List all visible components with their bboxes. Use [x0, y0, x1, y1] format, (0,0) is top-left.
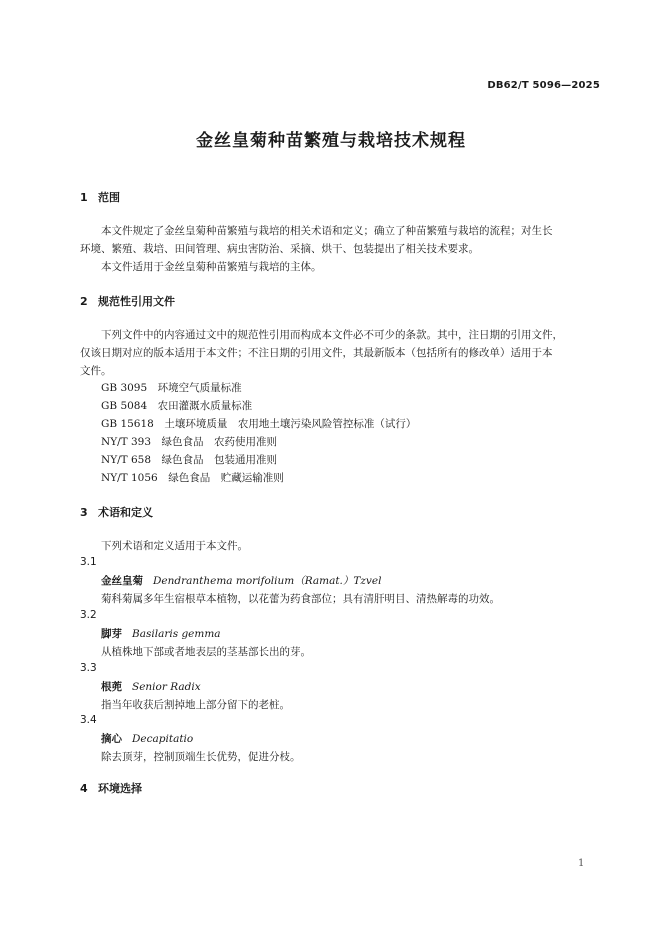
section-title: 规范性引用文件 — [98, 295, 175, 308]
term-latin: Dendranthema morifolium（Ramat.）Tzvel — [153, 575, 382, 587]
term-chinese: 金丝皇菊 — [101, 575, 143, 587]
term-chinese: 根蔸 — [101, 681, 122, 693]
reference-item: GB 3095 环境空气质量标准 — [101, 382, 242, 394]
reference-item: GB 5084 农田灌溉水质量标准 — [101, 400, 253, 412]
reference-item: GB 15618 土壤环境质量 农用地土壤污染风险管控标准（试行） — [101, 418, 417, 430]
section-number: 1 — [80, 191, 88, 204]
term-name — [101, 573, 381, 588]
term-latin: Decapitatio — [132, 733, 194, 745]
section-3-heading — [80, 504, 153, 520]
term-definition: 除去顶芽，控制顶端生长优势，促进分枝。 — [101, 751, 301, 763]
section-title: 术语和定义 — [98, 506, 153, 519]
document-title: 金丝皇菊种苗繁殖与栽培技术规程 — [196, 131, 466, 151]
section-4-heading — [80, 780, 142, 796]
section-2-heading — [80, 293, 175, 309]
scope-paragraph-line-2: 环境、繁殖、栽培、田间管理、病虫害防治、采摘、烘干、包装提出了相关技术要求。 — [80, 243, 479, 255]
reference-item: NY/T 658 绿色食品 包装通用准则 — [101, 454, 278, 466]
term-latin: Basilaris gemma — [132, 628, 221, 640]
term-number: 3.3 — [80, 662, 97, 674]
term-name — [101, 731, 193, 746]
section-title: 环境选择 — [98, 782, 142, 795]
term-number: 3.2 — [80, 609, 97, 621]
page-number: 1 — [578, 858, 585, 869]
section-number: 4 — [80, 782, 88, 795]
section-1-heading — [80, 189, 120, 205]
term-name — [101, 679, 201, 694]
term-number: 3.4 — [80, 714, 97, 726]
term-definition: 指当年收获后割掉地上部分留下的老桩。 — [101, 699, 290, 711]
references-paragraph-line-3: 文件。 — [80, 365, 112, 377]
term-name — [101, 626, 221, 641]
term-definition: 菊科菊属多年生宿根草本植物，以花蕾为药食部位；具有清肝明目、清热解毒的功效。 — [101, 593, 500, 605]
reference-item: NY/T 393 绿色食品 农药使用准则 — [101, 436, 278, 448]
reference-item: NY/T 1056 绿色食品 贮藏运输准则 — [101, 472, 284, 484]
section-number: 2 — [80, 295, 88, 308]
document-code: DB62/T 5096—2025 — [487, 80, 600, 91]
section-number: 3 — [80, 506, 88, 519]
scope-applicability: 本文件适用于金丝皇菊种苗繁殖与栽培的主体。 — [101, 261, 322, 273]
references-paragraph-line-2: 仅该日期对应的版本适用于本文件；不注日期的引用文件，其最新版本（包括所有的修改单）适用于本 — [80, 347, 553, 359]
term-chinese: 摘心 — [101, 733, 122, 745]
term-chinese: 脚芽 — [101, 628, 122, 640]
term-number: 3.1 — [80, 556, 97, 568]
scope-paragraph-line-1: 本文件规定了金丝皇菊种苗繁殖与栽培的相关术语和定义；确立了种苗繁殖与栽培的流程；对生长 — [101, 225, 553, 237]
term-latin: Senior Radix — [132, 681, 201, 693]
section-title: 范围 — [98, 191, 120, 204]
references-paragraph-line-1: 下列文件中的内容通过文中的规范性引用而构成本文件必不可少的条款。其中，注日期的引用文件， — [101, 329, 563, 341]
term-definition: 从植株地下部或者地表层的茎基部长出的芽。 — [101, 646, 311, 658]
terms-intro: 下列术语和定义适用于本文件。 — [101, 540, 248, 552]
